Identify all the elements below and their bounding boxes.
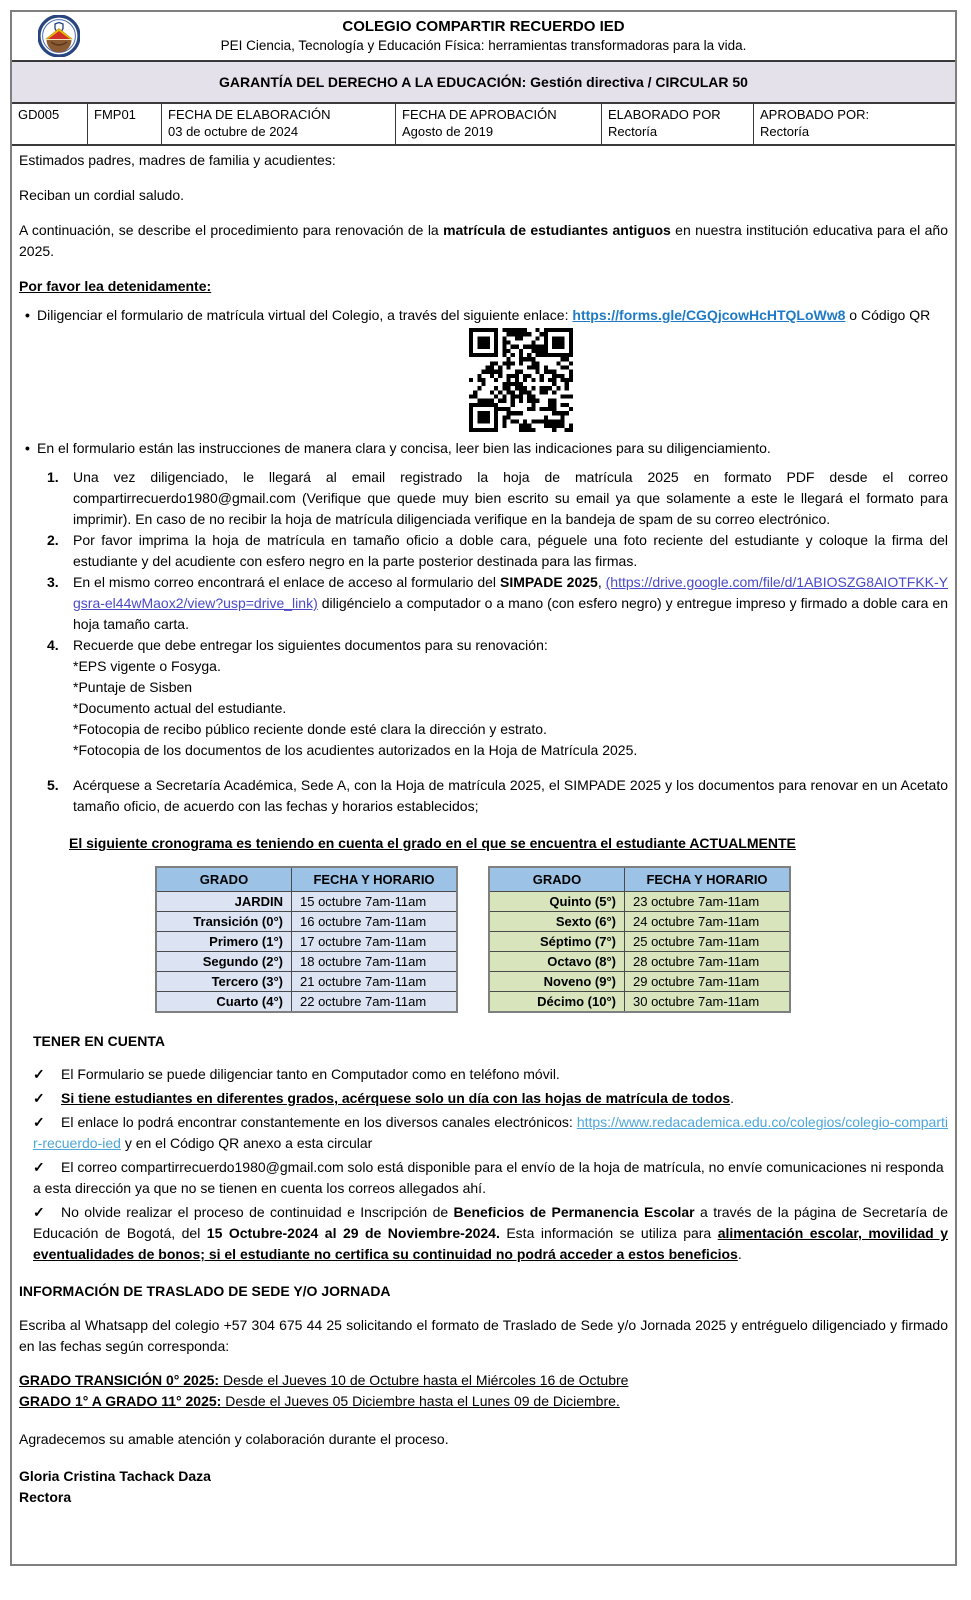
meta-value: Agosto de 2019 bbox=[402, 124, 494, 139]
required-document-line: *Puntaje de Sisben bbox=[73, 679, 193, 695]
text-run: Diligenciar el formulario de matrícula virtual del Colegio, a través del siguiente enlace: bbox=[37, 307, 573, 323]
numbered-step bbox=[45, 635, 948, 761]
table-row bbox=[156, 972, 457, 992]
grade-cell: Primero (1°) bbox=[156, 932, 292, 952]
text-run: Esta información se utiliza para bbox=[499, 1225, 718, 1241]
step-number: 1. bbox=[47, 469, 59, 485]
qr-code bbox=[469, 328, 573, 432]
text-run: Una vez diligenciado, le llegará al email registrado la hoja de matrícula 2025 en formato PDF desde el correo compartirrecuerdo1980@gmail.com (Verifique que quede muy bien escrito su email ya que solamente a este le llegará el formato para imprimir). En caso de no recibir la hoja de matrícula diligenciada verifique en la bandeja de spam de su correo electrónico. bbox=[73, 469, 948, 527]
traslado-fechas bbox=[19, 1370, 948, 1412]
schedule-table-left bbox=[155, 866, 458, 1013]
hyperlink[interactable]: https://forms.gle/CGQjcowHcHTQLoWw8 bbox=[572, 307, 846, 323]
meta-fecha-aprobacion bbox=[396, 104, 602, 144]
meta-code-fmp: FMP01 bbox=[88, 104, 162, 144]
fecha-grados bbox=[19, 1391, 948, 1412]
text-run: Beneficios de Permanencia Escolar bbox=[453, 1204, 695, 1220]
meta-fecha-elaboracion bbox=[162, 104, 396, 144]
table-row bbox=[489, 972, 790, 992]
grade-cell: Transición (0°) bbox=[156, 912, 292, 932]
hyperlink[interactable]: (https://drive.google.com/file/d/1ABIOSZG8AIOTFKK-Ygsra-el44wMaox2/view?usp=drive_link) bbox=[73, 574, 948, 611]
grade-header: GRADO bbox=[489, 867, 625, 892]
school-crest-icon bbox=[38, 15, 80, 57]
circular-title: GARANTÍA DEL DERECHO A LA EDUCACIÓN: Gestión directiva / CIRCULAR 50 bbox=[219, 74, 748, 90]
checkmark-icon: ✓ bbox=[33, 1204, 45, 1220]
signature-block bbox=[19, 1466, 948, 1508]
steps-list bbox=[45, 467, 948, 817]
step-number: 3. bbox=[47, 574, 59, 590]
required-document-line: *Fotocopia de los documentos de los acudientes autorizados en la Hoja de Matrícula 2025. bbox=[73, 742, 638, 758]
meta-label: APROBADO POR: bbox=[760, 107, 870, 122]
schedule-tables bbox=[155, 866, 948, 1013]
schedule-table-right bbox=[488, 866, 791, 1013]
tener-en-cuenta-heading: TENER EN CUENTA bbox=[33, 1033, 165, 1049]
table-header-row bbox=[489, 867, 790, 892]
text-run: . bbox=[730, 1090, 734, 1106]
meta-label: FECHA DE ELABORACIÓN bbox=[168, 107, 331, 122]
numbered-step bbox=[45, 530, 948, 572]
text-run: El Formulario se puede diligenciar tanto en Computador como en teléfono móvil. bbox=[61, 1066, 560, 1082]
grade-cell: Noveno (9°) bbox=[489, 972, 625, 992]
step-number: 4. bbox=[47, 637, 59, 653]
bullet-instrucciones bbox=[19, 438, 948, 459]
numbered-step bbox=[45, 467, 948, 530]
grade-cell: Tercero (3°) bbox=[156, 972, 292, 992]
checklist bbox=[19, 1064, 948, 1265]
fecha-value: Desde el Jueves 10 de Octubre hasta el Miércoles 16 de Octubre bbox=[219, 1372, 629, 1388]
text-run: , bbox=[597, 574, 606, 590]
table-row bbox=[156, 892, 457, 912]
table-row bbox=[156, 992, 457, 1013]
text-run: Recuerde que debe entregar los siguientes documentos para su renovación: bbox=[73, 637, 548, 653]
required-document-line: *Documento actual del estudiante. bbox=[73, 700, 287, 716]
pei-line: PEI Ciencia, Tecnología y Educación Física: herramientas transformadoras para la vida. bbox=[220, 38, 747, 53]
salute-line: Reciban un cordial saludo. bbox=[19, 187, 184, 203]
intro-paragraph bbox=[19, 220, 948, 262]
checkmark-icon: ✓ bbox=[33, 1159, 45, 1175]
meta-label: FECHA DE APROBACIÓN bbox=[402, 107, 557, 122]
text-run: alimentación escolar, movilidad y eventualidades de bonos; si el estudiante no certifica su continuidad no podrá acceder a estos beneficios bbox=[33, 1225, 948, 1262]
table-row bbox=[156, 952, 457, 972]
text-run: a través de la página de Secretaría de Educación de Bogotá, del bbox=[33, 1204, 948, 1241]
fecha-value: Desde el Jueves 05 Diciembre hasta el Lunes 09 de Diciembre. bbox=[221, 1393, 620, 1409]
meta-row bbox=[12, 104, 955, 146]
cronograma-heading: El siguiente cronograma es teniendo en cuenta el grado en el que se encuentra el estudiante ACTUALMENTE bbox=[69, 835, 796, 851]
traslado-paragraph: Escriba al Whatsapp del colegio +57 304 675 44 25 solicitando el formato de Traslado de Sede y/o Jornada 2025 y entréguelo diligenciado y firmado en las fechas según corresponda: bbox=[19, 1317, 948, 1354]
grade-cell: Séptimo (7°) bbox=[489, 932, 625, 952]
text-run: o Código QR bbox=[845, 307, 931, 323]
closing-thanks: Agradecemos su amable atención y colaboración durante el proceso. bbox=[19, 1431, 449, 1447]
text-run: SIMPADE 2025 bbox=[499, 574, 598, 590]
text-run: Si tiene estudiantes en diferentes grados, acérquese solo un día con las hojas de matrícula de todos bbox=[61, 1090, 731, 1106]
checklist-item bbox=[33, 1202, 948, 1265]
datetime-header: FECHA Y HORARIO bbox=[292, 867, 458, 892]
datetime-cell: 24 octubre 7am-11am bbox=[625, 912, 791, 932]
grade-cell: Quinto (5°) bbox=[489, 892, 625, 912]
checklist-item bbox=[33, 1112, 948, 1154]
datetime-cell: 21 octubre 7am-11am bbox=[292, 972, 458, 992]
numbered-step bbox=[45, 775, 948, 817]
text-run: . bbox=[737, 1246, 742, 1262]
datetime-cell: 23 octubre 7am-11am bbox=[625, 892, 791, 912]
checkmark-icon: ✓ bbox=[33, 1114, 45, 1130]
bullet-formulario-text bbox=[37, 307, 930, 323]
table-row bbox=[489, 932, 790, 952]
grade-cell: JARDIN bbox=[156, 892, 292, 912]
text-run: y en el Código QR anexo a esta circular bbox=[120, 1135, 373, 1151]
text-run: El correo compartirrecuerdo1980@gmail.com solo está disponible para el envío de la hoja de matrícula, no envíe comunicaciones ni responda a esta dirección ya que no se tienen en cuenta los correos allegados ahí. bbox=[33, 1159, 944, 1196]
school-name: COLEGIO COMPARTIR RECUERDO IED bbox=[342, 18, 625, 35]
meta-aprobado-por bbox=[754, 104, 955, 144]
greeting-line: Estimados padres, madres de familia y acudientes: bbox=[19, 152, 336, 168]
table-row bbox=[156, 932, 457, 952]
text-run: diligéncielo a computador o a mano (con esfero negro) y entregue impreso y firmado a doble cara en hoja tamaño carta. bbox=[73, 595, 948, 632]
meta-value: Rectoría bbox=[760, 124, 810, 139]
hyperlink[interactable]: https://www.redacademica.edu.co/colegios/colegio-compartir-recuerdo-ied bbox=[33, 1114, 948, 1151]
traslado-heading: INFORMACIÓN DE TRASLADO DE SEDE Y/O JORNADA bbox=[19, 1283, 391, 1299]
text-run: matrícula de estudiantes antiguos bbox=[443, 222, 671, 238]
text-run: Acérquese a Secretaría Académica, Sede A, con la Hoja de matrícula 2025, el SIMPADE 2025 y los documentos para renovar en un Acetato tamaño oficio, de acuerdo con las fechas y horarios establecidos; bbox=[73, 777, 948, 814]
datetime-cell: 18 octubre 7am-11am bbox=[292, 952, 458, 972]
bullet-formulario bbox=[19, 305, 948, 326]
datetime-cell: 29 octubre 7am-11am bbox=[625, 972, 791, 992]
checklist-item bbox=[33, 1064, 948, 1085]
text-run: 15 Octubre-2024 al 29 de Noviembre-2024. bbox=[206, 1225, 500, 1241]
bullet-icon: • bbox=[25, 307, 30, 323]
fecha-label: GRADO 1° A GRADO 11° 2025: bbox=[19, 1393, 222, 1409]
table-row bbox=[489, 952, 790, 972]
required-document-line: *EPS vigente o Fosyga. bbox=[73, 658, 221, 674]
step-number: 2. bbox=[47, 532, 59, 548]
datetime-cell: 25 octubre 7am-11am bbox=[625, 932, 791, 952]
text-run: Por favor imprima la hoja de matrícula en tamaño oficio a doble cara, péguele una foto reciente del estudiante y coloque la firma del estudiante y del acudiente con esfero negro en la parte posterior destinada para las firmas. bbox=[73, 532, 948, 569]
datetime-cell: 22 octubre 7am-11am bbox=[292, 992, 458, 1013]
meta-elaborado-por bbox=[602, 104, 754, 144]
meta-label: ELABORADO POR bbox=[608, 107, 721, 122]
fecha-transicion bbox=[19, 1370, 948, 1391]
datetime-cell: 28 octubre 7am-11am bbox=[625, 952, 791, 972]
page-border bbox=[10, 10, 957, 1566]
numbered-step bbox=[45, 572, 948, 635]
grade-cell: Octavo (8°) bbox=[489, 952, 625, 972]
title-block bbox=[221, 17, 747, 55]
grade-cell: Cuarto (4°) bbox=[156, 992, 292, 1013]
table-row bbox=[489, 912, 790, 932]
checkmark-icon: ✓ bbox=[33, 1066, 45, 1082]
text-run: en nuestra institución educativa para el año 2025. bbox=[19, 222, 948, 259]
text-run: No olvide realizar el proceso de continuidad e Inscripción de bbox=[61, 1204, 454, 1220]
fecha-label: GRADO TRANSICIÓN 0° 2025: bbox=[19, 1372, 220, 1388]
grade-cell: Décimo (10°) bbox=[489, 992, 625, 1013]
document-body bbox=[12, 146, 955, 1508]
table-row bbox=[489, 992, 790, 1013]
checkmark-icon: ✓ bbox=[33, 1090, 45, 1106]
datetime-cell: 30 octubre 7am-11am bbox=[625, 992, 791, 1013]
datetime-cell: 16 octubre 7am-11am bbox=[292, 912, 458, 932]
grade-header: GRADO bbox=[156, 867, 292, 892]
text-run: El enlace lo podrá encontrar constantemente en los diversos canales electrónicos: bbox=[61, 1114, 577, 1130]
table-row bbox=[156, 912, 457, 932]
text-run: A continuación, se describe el procedimiento para renovación de la bbox=[19, 222, 444, 238]
required-document-line: *Fotocopia de recibo público reciente donde esté clara la dirección y estrato. bbox=[73, 721, 547, 737]
lea-heading: Por favor lea detenidamente: bbox=[19, 278, 212, 294]
signature-role: Rectora bbox=[19, 1489, 72, 1505]
table-row bbox=[489, 892, 790, 912]
bullet-instrucciones-text: En el formulario están las instrucciones de manera clara y concisa, leer bien las indicaciones para su diligenciamiento. bbox=[37, 440, 771, 456]
meta-value: 03 de octubre de 2024 bbox=[168, 124, 299, 139]
checklist-item bbox=[33, 1157, 948, 1199]
datetime-cell: 15 octubre 7am-11am bbox=[292, 892, 458, 912]
datetime-cell: 17 octubre 7am-11am bbox=[292, 932, 458, 952]
datetime-header: FECHA Y HORARIO bbox=[625, 867, 791, 892]
text-run: En el mismo correo encontrará el enlace de acceso al formulario del bbox=[73, 574, 500, 590]
signature-name: Gloria Cristina Tachack Daza bbox=[19, 1468, 211, 1484]
step-number: 5. bbox=[47, 777, 59, 793]
grade-cell: Sexto (6°) bbox=[489, 912, 625, 932]
checklist-item bbox=[33, 1088, 948, 1109]
bullet-icon: • bbox=[25, 440, 30, 456]
meta-value: Rectoría bbox=[608, 124, 658, 139]
circular-title-band bbox=[12, 62, 955, 104]
table-header-row bbox=[156, 867, 457, 892]
meta-code-gd: GD005 bbox=[12, 104, 88, 144]
grade-cell: Segundo (2°) bbox=[156, 952, 292, 972]
document-header bbox=[12, 12, 955, 62]
